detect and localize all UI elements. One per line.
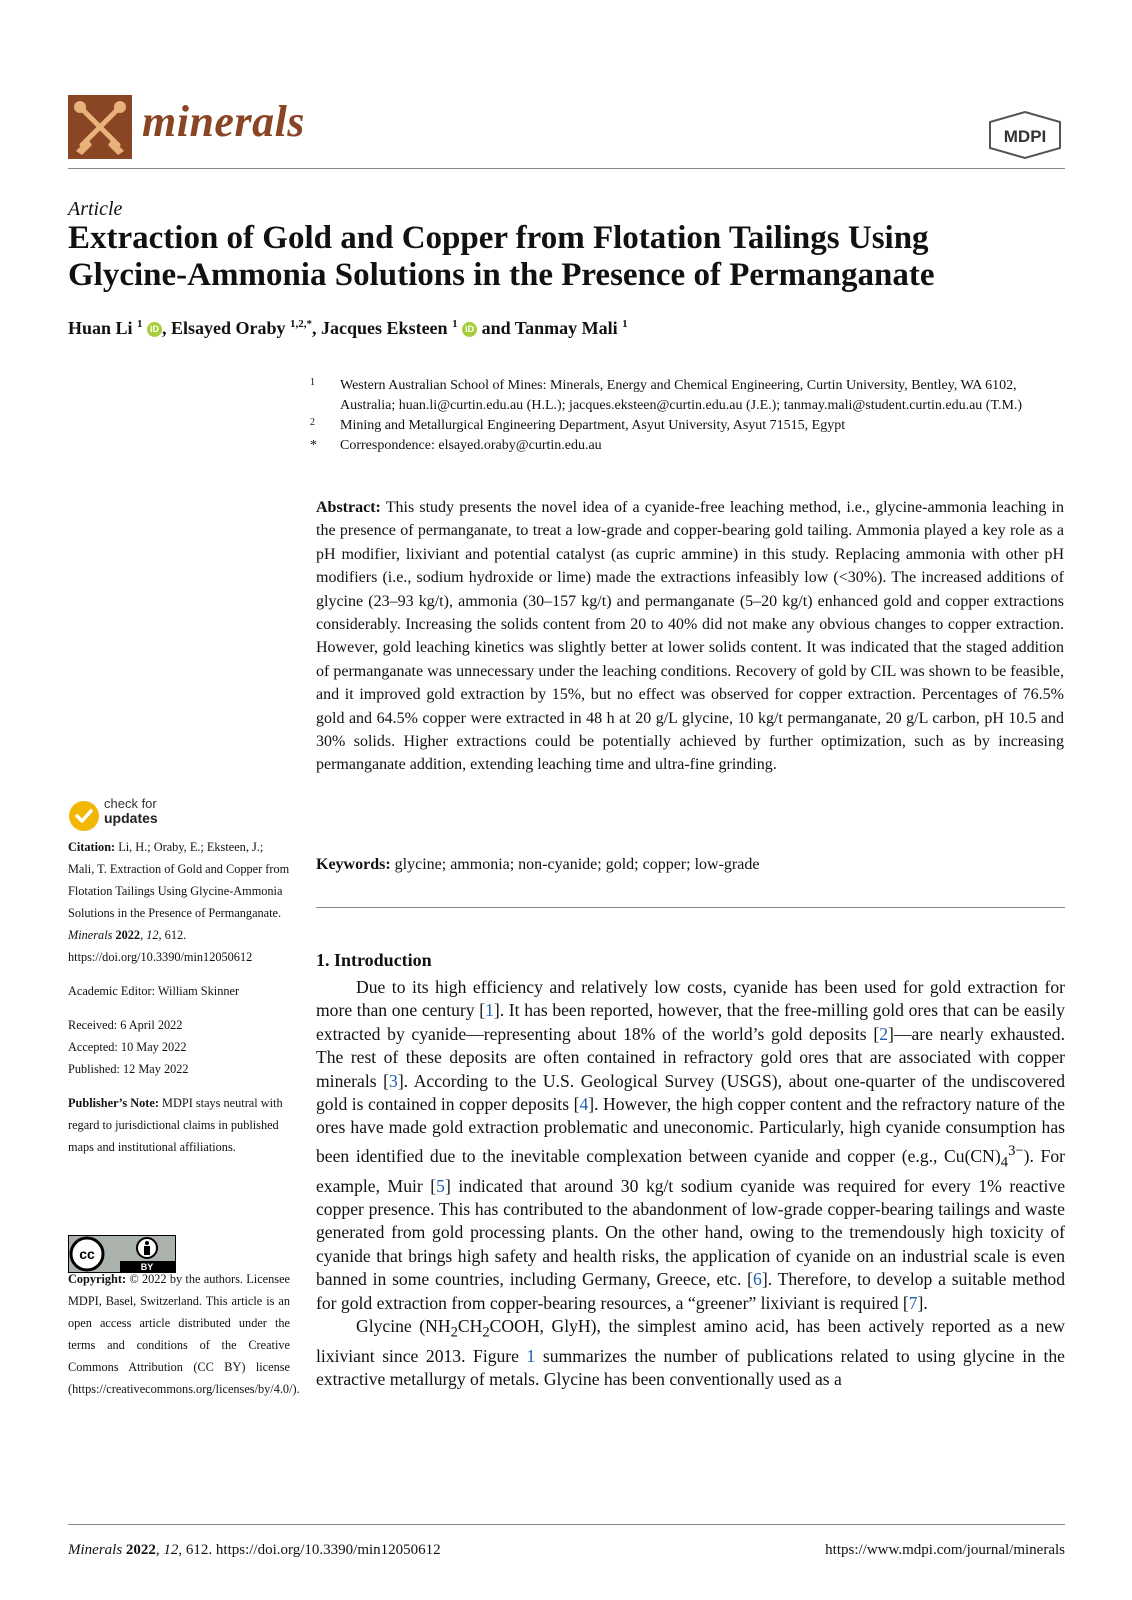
author-name[interactable]: Jacques Eksteen xyxy=(321,318,448,338)
journal-name: minerals xyxy=(142,97,305,146)
academic-editor: Academic Editor: William Skinner xyxy=(68,984,240,998)
paragraph: Due to its high efficiency and relatively low costs, cyanide has been used for gold extraction for more than one century [1]. It has been reported, however, that the free-milling gold ores that can be easily extracted by cyanide—representing about 18% of the world’s gold deposits [2]—are nearly exhausted. The rest of these deposits are often contained in refractory gold ores that are associated with copper minerals [3]. According to the U.S. Geological Survey (USGS), about one-quarter of the undiscovered gold is contained in copper deposits [4]. However, the high copper content and the refractory nature of the ores have made gold extraction problematic and uneconomic. Particularly, high cyanide consumption has been identified due to the inevitable complexation between cyanide and copper (e.g., $Cu(CN)_4^{3-}$). For example, Muir [5] indicated that around 30 kg/t sodium cyanide was required for every 1% reactive copper presence. This has contributed to the abandonment of low-grade copper-bearing tailings and waste generated from gold processing plants. On the other hand, owing to the tremendously high toxicity of cyanide that brings high safety and health risks, the application of cyanide on an industrial scale is even banned in some countries, including Germany, Greece, etc. [6]. Therefore, to develop a suitable method for gold extraction from copper-bearing resources, a “greener” lixiviant is required [7]. xyxy=(316,977,1066,1313)
keywords-text: glycine; ammonia; non-cyanide; gold; copper; low-grade xyxy=(394,856,760,873)
publisher-name: MDPI xyxy=(1003,127,1047,146)
journal-logo xyxy=(68,95,132,159)
orcid-icon[interactable]: iD xyxy=(462,322,477,337)
header-divider xyxy=(68,168,1065,169)
author-list: Huan Li $^1$ iD , Elsayed Oraby $^{1,2,*}$, Jacques Eksteen $^1$ iD and Tanmay Mali $^1$ xyxy=(68,318,628,338)
author-name[interactable]: Elsayed Oraby xyxy=(171,318,286,338)
citation-link[interactable]: 6 xyxy=(753,1269,762,1290)
cc-by-label: BY xyxy=(140,1262,154,1272)
abstract-text: This study presents the novel idea of a cyanide-free leaching method, i.e., glycine-ammonia leaching in the presence of permanganate, to treat a low-grade and copper-bearing gold tailing. Ammonia played a key role as a pH modifier, lixiviant and potential catalyst (as cupric ammine) in this study. Replacing ammonia with other pH modifiers (i.e., sodium hydroxide or lime) made the extractions infeasibly low (<30%). The increased additions of glycine (23–93 kg/t), ammonia (30–157 kg/t) and permanganate (5–20 kg/t) enhanced gold and copper extractions considerably. Increasing the solids content from 20 to 40% did not make any obvious changes to copper extraction. However, gold leaching kinetics was slightly better at lower solids content. It was indicated that the staged addition of permanganate was unnecessary under the leaching conditions. Recovery of gold by CIL was shown to be feasible, and it improved gold extraction by 15%, but no effect was observed for copper extraction. Percentages of 76.5% gold and 64.5% copper were extracted in 48 h at 20 g/L glycine, 10 kg/t permanganate, 20 g/L carbon, pH 10.5 and 30% solids. Higher extractions could be potentially achieved by further optimization, such as by increasing permanganate addition, extending leaching time and ultra-fine grinding. xyxy=(316,499,1064,774)
publisher-note: Publisher’s Note: MDPI stays neutral with regard to jurisdictional claims in published maps and institutional affiliations. xyxy=(68,1096,283,1154)
affiliation-item: 2 Mining and Metallurgical Engineering Department, Asyut University, Asyut 71515, Egypt xyxy=(310,417,846,433)
citation-link[interactable]: 5 xyxy=(436,1175,445,1196)
abstract-label: Abstract: xyxy=(316,499,381,516)
article-sidebar xyxy=(68,836,290,1170)
citation-link[interactable]: 7 xyxy=(908,1292,918,1313)
check-for-updates[interactable]: check for updates xyxy=(104,796,158,826)
citation-link[interactable]: 3 xyxy=(389,1070,398,1091)
author-affiliation-mark: 1 xyxy=(622,318,628,330)
title-line-2: Glycine-Ammonia Solutions in the Presence of Permanganate xyxy=(68,257,935,293)
keywords-label: Keywords: xyxy=(316,856,391,873)
published-date: Published: 12 May 2022 xyxy=(68,1062,189,1076)
cc-label: cc xyxy=(79,1246,95,1262)
orcid-icon[interactable]: iD xyxy=(147,322,162,337)
footer-citation: Minerals 2022, 12, 612. https://doi.org/10.3390/min12050612 xyxy=(68,1542,441,1558)
article-type: Article xyxy=(68,198,123,220)
citation-link[interactable]: 1 xyxy=(485,1000,494,1021)
section-divider xyxy=(316,907,1065,908)
affiliations xyxy=(310,376,1070,456)
introduction-body xyxy=(316,976,1065,1392)
figure-link[interactable]: 1 xyxy=(526,1345,536,1366)
author-affiliation-mark: 1 xyxy=(452,318,458,330)
citation-link[interactable]: 2 xyxy=(879,1023,888,1044)
citation-block: Citation: Li, H.; Oraby, E.; Eksteen, J.; Mali, T. Extraction of Gold and Copper from Flotation Tailings Using Glycine-Ammonia Solutions in the Presence of Permanganate. Minerals 2022, 12, 612. https://doi.org/10.3390/min12050612 xyxy=(68,840,290,964)
check-for-updates-icon[interactable] xyxy=(68,800,100,832)
publisher-logo xyxy=(984,110,1066,160)
abstract xyxy=(316,496,1064,777)
section-heading: 1. Introduction xyxy=(316,950,432,970)
dates xyxy=(68,1014,290,1080)
keywords xyxy=(316,856,1064,874)
author-name[interactable]: Tanmay Mali xyxy=(514,318,618,338)
citation-link[interactable]: 4 xyxy=(579,1094,589,1115)
correspondence: * Correspondence: elsayed.oraby@curtin.edu.au xyxy=(310,438,602,453)
affiliation-item: 1 Western Australian School of Mines: Minerals, Energy and Chemical Engineering, Curtin University, Bentley, WA 6102, Australia; huan.li@curtin.edu.au (H.L.); jacques.eksteen@curtin.edu.au (J.E.); tanmay.mali@student.curtin.edu.au (T.M.) xyxy=(310,377,1023,413)
footer-divider xyxy=(68,1524,1065,1525)
copyright-block: Copyright: © 2022 by the authors. Licensee MDPI, Basel, Switzerland. This article is an open access article distributed under the terms and conditions of the Creative Commons Attribution (CC BY) license (https://creativecommons.org/licenses/by/4.0/). xyxy=(68,1272,300,1396)
author-affiliation-mark: 1,2,* xyxy=(290,318,313,330)
journal-url[interactable]: https://www.mdpi.com/journal/minerals xyxy=(825,1542,1065,1558)
received-date: Received: 6 April 2022 xyxy=(68,1018,183,1032)
accepted-date: Accepted: 10 May 2022 xyxy=(68,1040,187,1054)
author-name[interactable]: Huan Li xyxy=(68,318,133,338)
article-title xyxy=(68,220,1068,294)
title-line-1: Extraction of Gold and Copper from Flotation Tailings Using xyxy=(68,220,929,256)
paragraph: Glycine ($NH_2CH_2COOH$, GlyH), the simplest amino acid, has been actively reported as a new lixiviant since 2013. Figure 1 summarizes the number of publications related to using glycine in the extractive metallurgy of metals. Glycine has been conventionally used as a xyxy=(316,1316,1065,1390)
author-affiliation-mark: 1 xyxy=(137,318,143,330)
